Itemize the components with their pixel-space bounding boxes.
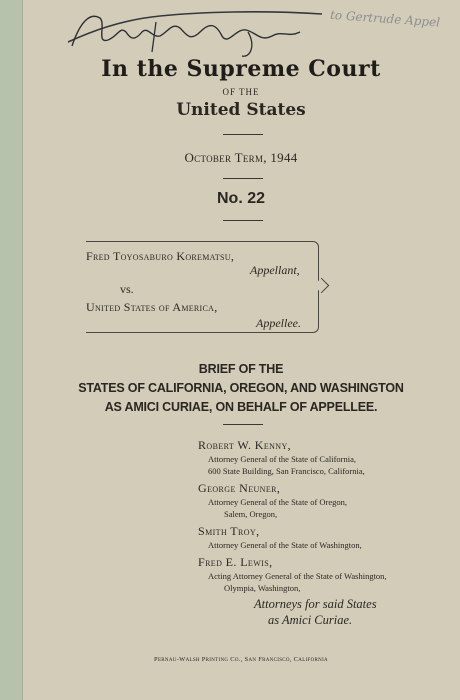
closing-line: as Amici Curiae. [268, 613, 353, 627]
counsel-detail: Acting Attorney General of the State of Washington, [208, 571, 387, 581]
counsel-name: Fred E. Lewis, [198, 555, 273, 569]
appellant-role: Appellant, [250, 263, 300, 277]
closing-line: Attorneys for said States [254, 597, 377, 611]
brief-title-line: STATES OF CALIFORNIA, OREGON, AND WASHINGTON [78, 381, 404, 395]
docket-number: No. 22 [216, 190, 265, 207]
handwritten-signature [60, 2, 330, 60]
counsel-detail: Olympia, Washington, [224, 583, 301, 593]
brief-title-line: AS AMICI CURIAE, ON BEHALF OF APPELLEE. [104, 400, 378, 414]
united-states-title: United States [176, 100, 306, 120]
term-line: October Term, 1944 [184, 150, 298, 165]
counsel-name: Robert W. Kenny, [198, 438, 292, 452]
counsel-detail: Attorney General of the State of Washington, [208, 540, 362, 550]
counsel-list [198, 438, 448, 628]
appellee-role: Appellee. [256, 316, 301, 330]
printer-imprint: Pernau-Walsh Printing Co., San Francisco, California [154, 656, 328, 663]
court-title: In the Supreme Court [101, 56, 381, 82]
brief-title [22, 360, 460, 417]
appellant-name: Fred Toyosaburo Korematsu, [86, 249, 235, 263]
of-the-label: OF THE [222, 87, 260, 97]
counsel-name: George Neuner, [198, 481, 281, 495]
versus-label: vs. [120, 282, 134, 296]
brief-title-line: BRIEF OF THE [198, 362, 284, 376]
divider [223, 220, 263, 221]
counsel-detail: Attorney General of the State of Oregon, [208, 497, 348, 507]
counsel-detail: 600 State Building, San Francisco, California, [208, 466, 365, 476]
binding-spine [0, 0, 23, 700]
appellee-name: United States of America, [86, 300, 218, 314]
divider [223, 178, 263, 179]
counsel-name: Smith Troy, [198, 524, 260, 538]
divider [223, 134, 263, 135]
counsel-detail: Attorney General of the State of California, [208, 454, 356, 464]
divider [223, 424, 263, 425]
counsel-detail: Salem, Oregon, [224, 509, 278, 519]
pencil-note: to Gertrude Appel [329, 7, 441, 30]
